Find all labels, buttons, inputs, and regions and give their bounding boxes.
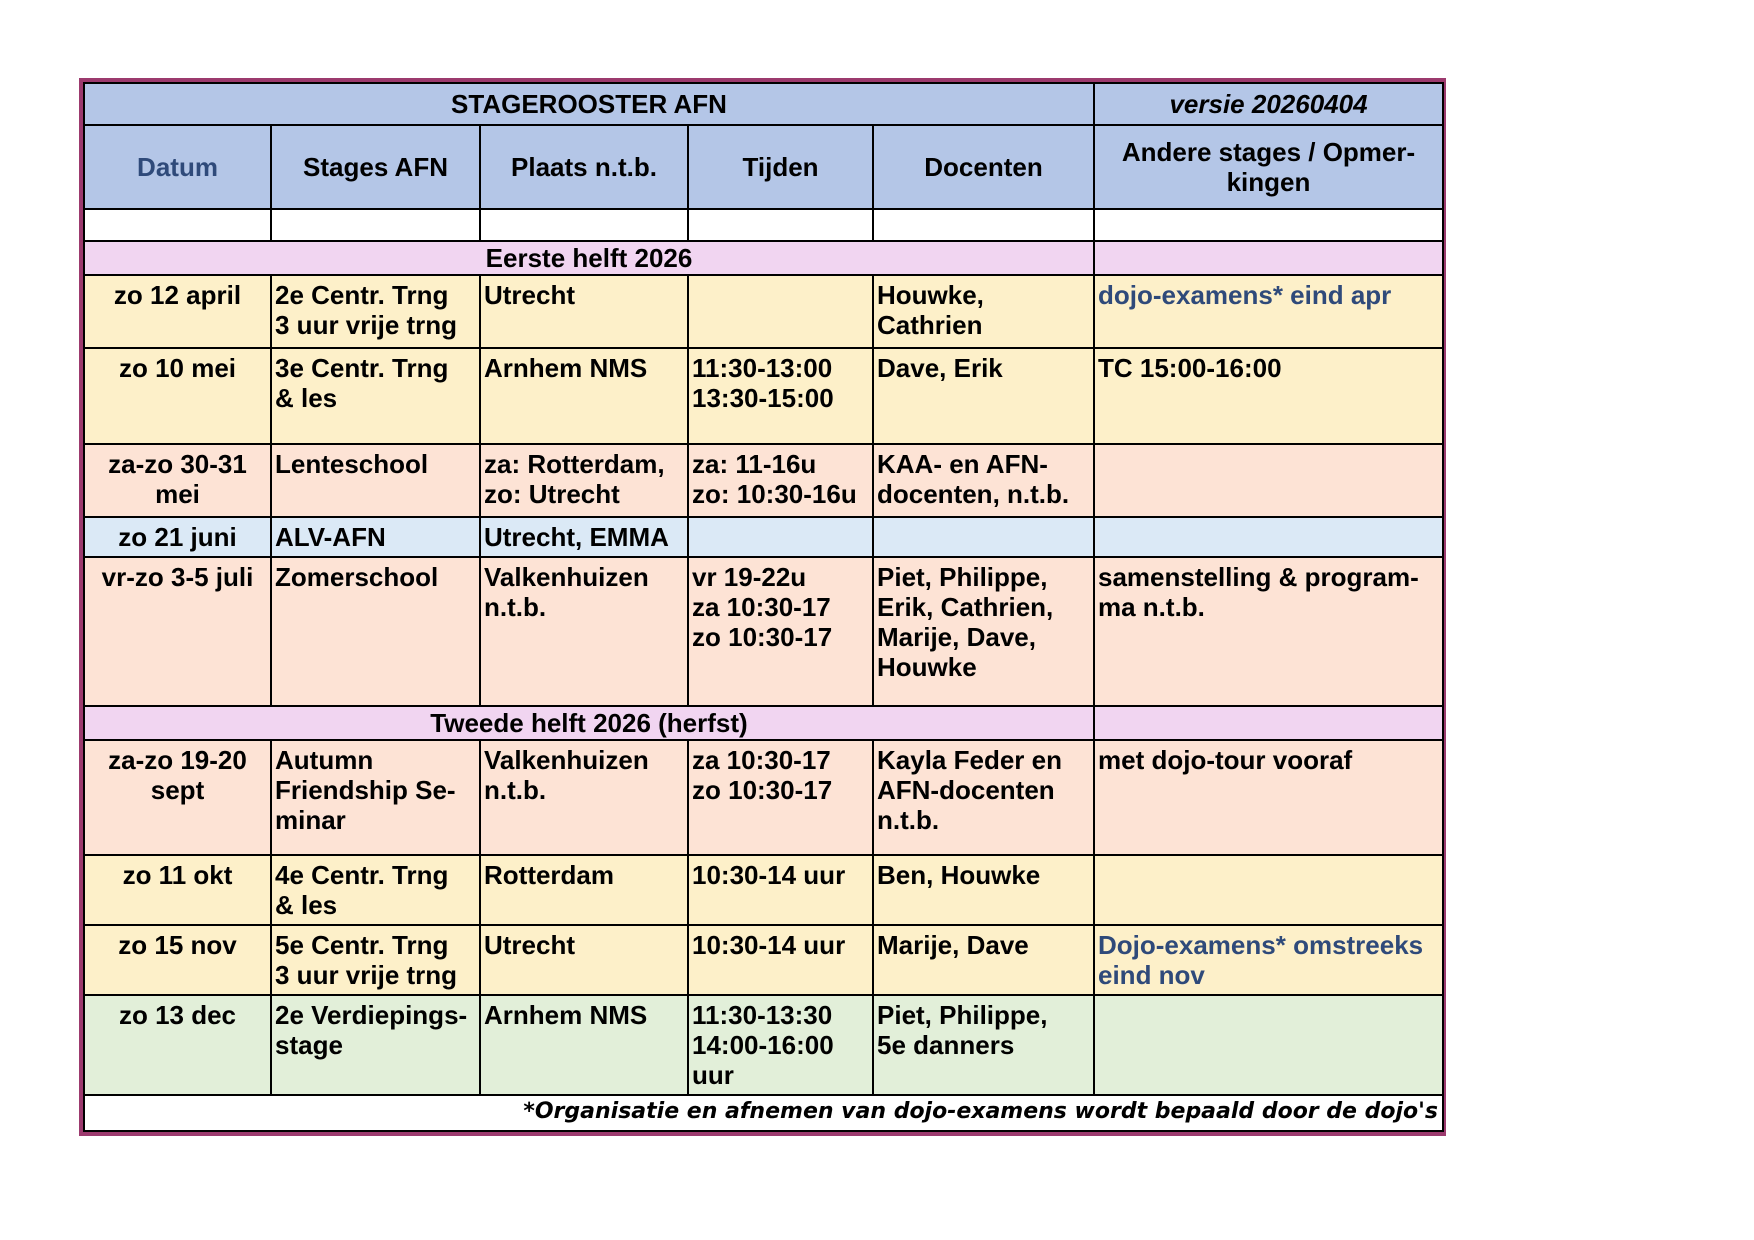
stage-cell: 2e Centr. Trng 3 uur vrije trng (271, 275, 480, 348)
times-cell: vr 19-22u za 10:30-17 zo 10:30-17 (688, 557, 873, 706)
place-cell: Valkenhuizen n.t.b. (480, 740, 688, 855)
schedule-table (83, 82, 1444, 1132)
stage-cell: ALV-AFN (271, 517, 480, 557)
table-row (84, 517, 1443, 557)
notes-cell (1094, 517, 1443, 557)
notes-cell (1094, 995, 1443, 1095)
stage-cell: Zomerschool (271, 557, 480, 706)
date-cell: vr-zo 3-5 juli (84, 557, 271, 706)
place-cell: Arnhem NMS (480, 995, 688, 1095)
column-header-row (84, 125, 1443, 209)
table-row (84, 444, 1443, 517)
date-cell: zo 21 juni (84, 517, 271, 557)
stage-cell: 4e Centr. Trng & les (271, 855, 480, 925)
blank-cell (1094, 209, 1443, 241)
times-cell: 11:30-13:00 13:30-15:00 (688, 348, 873, 444)
version-label: versie 20260404 (1094, 83, 1443, 125)
col-header-datum: Datum (84, 125, 271, 209)
col-header-stages: Stages AFN (271, 125, 480, 209)
stage-cell: Lenteschool (271, 444, 480, 517)
stage-cell: 3e Centr. Trng & les (271, 348, 480, 444)
col-header-plaats: Plaats n.t.b. (480, 125, 688, 209)
place-cell: Arnhem NMS (480, 348, 688, 444)
section-row-first (84, 241, 1443, 275)
notes-cell (1094, 444, 1443, 517)
footnote-row (84, 1095, 1443, 1131)
date-cell: zo 13 dec (84, 995, 271, 1095)
page-title: STAGEROOSTER AFN (84, 83, 1094, 125)
blank-cell (480, 209, 688, 241)
notes-cell (1094, 855, 1443, 925)
stage-cell: 5e Centr. Trng 3 uur vrije trng (271, 925, 480, 995)
section-blank-cell (1094, 241, 1443, 275)
times-cell: 11:30-13:30 14:00-16:00 uur (688, 995, 873, 1095)
date-cell: zo 11 okt (84, 855, 271, 925)
stage-cell: Autumn Friendship Se- minar (271, 740, 480, 855)
teachers-cell: Marije, Dave (873, 925, 1094, 995)
place-cell: Utrecht, EMMA (480, 517, 688, 557)
place-cell: za: Rotterdam, zo: Utrecht (480, 444, 688, 517)
notes-cell: TC 15:00-16:00 (1094, 348, 1443, 444)
date-cell: zo 12 april (84, 275, 271, 348)
table-row (84, 348, 1443, 444)
teachers-cell (873, 517, 1094, 557)
section-title-second: Tweede helft 2026 (herfst) (84, 706, 1094, 740)
table-row (84, 925, 1443, 995)
notes-cell: Dojo-examens* omstreeks eind nov (1094, 925, 1443, 995)
table-row (84, 740, 1443, 855)
teachers-cell: Dave, Erik (873, 348, 1094, 444)
place-cell: Utrecht (480, 275, 688, 348)
table-row (84, 275, 1443, 348)
date-cell: zo 15 nov (84, 925, 271, 995)
teachers-cell: Ben, Houwke (873, 855, 1094, 925)
col-header-andere: Andere stages / Opmer- kingen (1094, 125, 1443, 209)
teachers-cell: Piet, Philippe, Erik, Cathrien, Marije, Dave, Houwke (873, 557, 1094, 706)
section-row-second (84, 706, 1443, 740)
schedule-sheet (79, 78, 1446, 1136)
times-cell (688, 517, 873, 557)
table-row (84, 557, 1443, 706)
section-title-first: Eerste helft 2026 (84, 241, 1094, 275)
date-cell: za-zo 30-31 mei (84, 444, 271, 517)
date-cell: zo 10 mei (84, 348, 271, 444)
blank-cell (688, 209, 873, 241)
times-cell: 10:30-14 uur (688, 925, 873, 995)
teachers-cell: Houwke, Cathrien (873, 275, 1094, 348)
footnote: *Organisatie en afnemen van dojo-examens wordt bepaald door de dojo's (84, 1095, 1443, 1131)
notes-cell: met dojo-tour vooraf (1094, 740, 1443, 855)
blank-cell (873, 209, 1094, 241)
times-cell (688, 275, 873, 348)
col-header-docenten: Docenten (873, 125, 1094, 209)
place-cell: Utrecht (480, 925, 688, 995)
teachers-cell: Kayla Feder en AFN-docenten n.t.b. (873, 740, 1094, 855)
place-cell: Valkenhuizen n.t.b. (480, 557, 688, 706)
blank-cell (271, 209, 480, 241)
table-row (84, 995, 1443, 1095)
times-cell: za: 11-16u zo: 10:30-16u (688, 444, 873, 517)
title-row (84, 83, 1443, 125)
blank-row (84, 209, 1443, 241)
col-header-tijden: Tijden (688, 125, 873, 209)
teachers-cell: KAA- en AFN- docenten, n.t.b. (873, 444, 1094, 517)
section-blank-cell (1094, 706, 1443, 740)
times-cell: za 10:30-17 zo 10:30-17 (688, 740, 873, 855)
notes-cell: samenstelling & program- ma n.t.b. (1094, 557, 1443, 706)
times-cell: 10:30-14 uur (688, 855, 873, 925)
stage-cell: 2e Verdiepings- stage (271, 995, 480, 1095)
teachers-cell: Piet, Philippe, 5e danners (873, 995, 1094, 1095)
notes-cell: dojo-examens* eind apr (1094, 275, 1443, 348)
table-row (84, 855, 1443, 925)
date-cell: za-zo 19-20 sept (84, 740, 271, 855)
place-cell: Rotterdam (480, 855, 688, 925)
blank-cell (84, 209, 271, 241)
